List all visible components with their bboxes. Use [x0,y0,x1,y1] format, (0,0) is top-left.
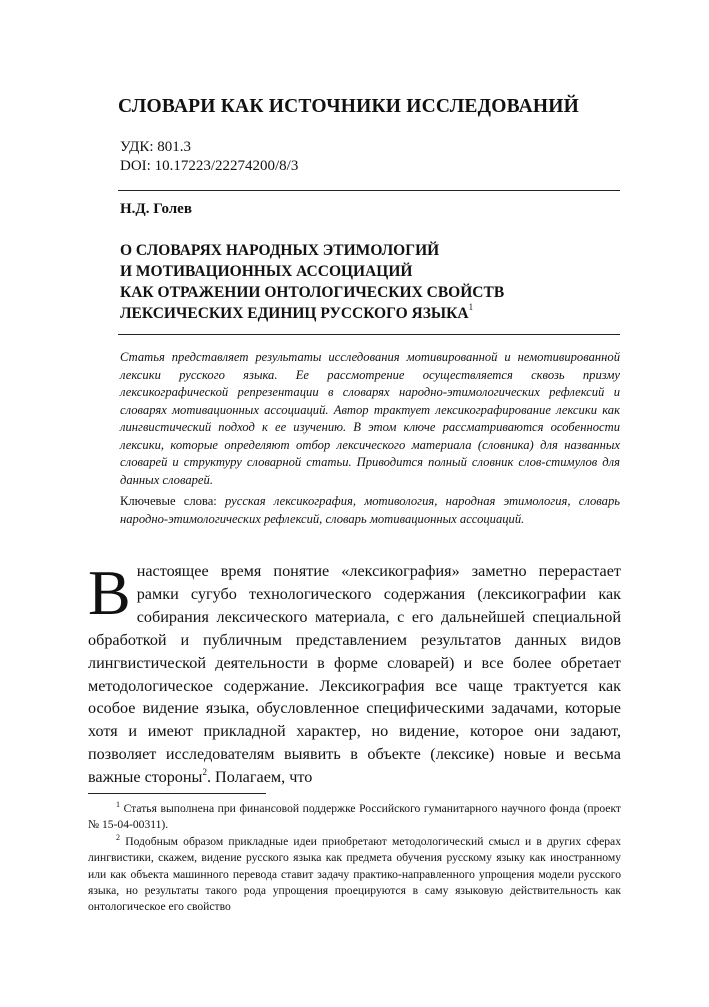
article-title-line-4 [120,303,620,324]
author-name: Н.Д. Голев [120,201,192,217]
footnote-2-ref: 2 [116,832,120,842]
body-text-main: настоящее время понятие «лексикография» заметно перерастает рамки сугубо технологического содержания (лексикографии как собирания лексического материала, с его дальнейшей специальной обработкой и публичным представлением результатов данных видов лингвистической деятельности в форме словарей) и все более обретает методологическое содержание. Лексикография все чаще трактуется как особое видение языка, обусловленное специфическими задачами, которые хотя и имеют прикладной характер, но видение, которое они задают, позволяет исследователям выявить в объекте (лексике) новые и весьма важные стороны [88,562,621,787]
body-paragraph [88,557,621,789]
article-title [120,240,620,324]
footnote-1-text: Статья выполнена при финансовой поддержке Российского гуманитарного научного фонда (проект № 15-04-00311). [88,802,621,832]
body-footnote-ref: 2 [202,767,207,778]
article-title-line-3: КАК ОТРАЖЕНИИ ОНТОЛОГИЧЕСКИХ СВОЙСТВ [120,284,505,301]
header-divider [118,190,620,191]
footnote-1-ref: 1 [116,800,120,809]
footnotes [88,801,621,916]
section-title: СЛОВАРИ КАК ИСТОЧНИКИ ИССЛЕДОВАНИЙ [118,96,579,117]
footnote-2-text: Подобным образом прикладные идеи приобретают методологический смысл и в других сферах лингвистики, скажем, видение русского языка как предмета обучения русскому языку как иностранному или как объекта машинного перевода ставит задачу практико-направленного упрощения модели русского языка, но результаты такого рода упрощения проецируются в саму языковую действительность как онтологическое его свойство [88,834,622,914]
keywords-text: русская лексикография, мотивология, народная этимология, словарь народно-этимологических рефлексий, словарь мотивационных ассоциаций. [120,494,620,526]
article-title-line-2: И МОТИВАЦИОННЫХ АССОЦИАЦИЙ [120,263,413,280]
footnote-1 [88,801,621,834]
article-title-line-4-text: ЛЕКСИЧЕСКИХ ЕДИНИЦ РУССКОГО ЯЗЫКА [120,305,469,322]
keywords [120,493,620,528]
title-footnote-ref: 1 [468,302,474,312]
abstract: Статья представляет результаты исследования мотивированной и немотивированной лексики русского языка. Ее рассмотрение осуществляется сквозь призму лексикографической репрезентации в словарях народно-этимологических рефлексий и словарях мотивационных ассоциаций. Автор трактует лексикографирование лексики как лингвистический подход к ее изучению. В этом ключе рассматриваются особенности лексики, которые определяют отбор лексического материала (словника) для названных словарей и структуру словарной статьи. Приводится полный словник слов-стимулов для данных словарей. [120,350,620,487]
footnote-2 [88,834,621,916]
udk-line: УДК: 801.3 [120,139,192,155]
keywords-label: Ключевые слова: [120,494,217,508]
article-meta [120,138,298,176]
title-divider [118,334,620,335]
footnote-divider [88,793,266,794]
body-text-tail: . Полагаем, что [206,768,313,787]
drop-cap: В [88,557,131,628]
article-title-line-1: О СЛОВАРЯХ НАРОДНЫХ ЭТИМОЛОГИЙ [120,242,440,259]
doi-line: DOI: 10.17223/22274200/8/3 [120,158,299,174]
